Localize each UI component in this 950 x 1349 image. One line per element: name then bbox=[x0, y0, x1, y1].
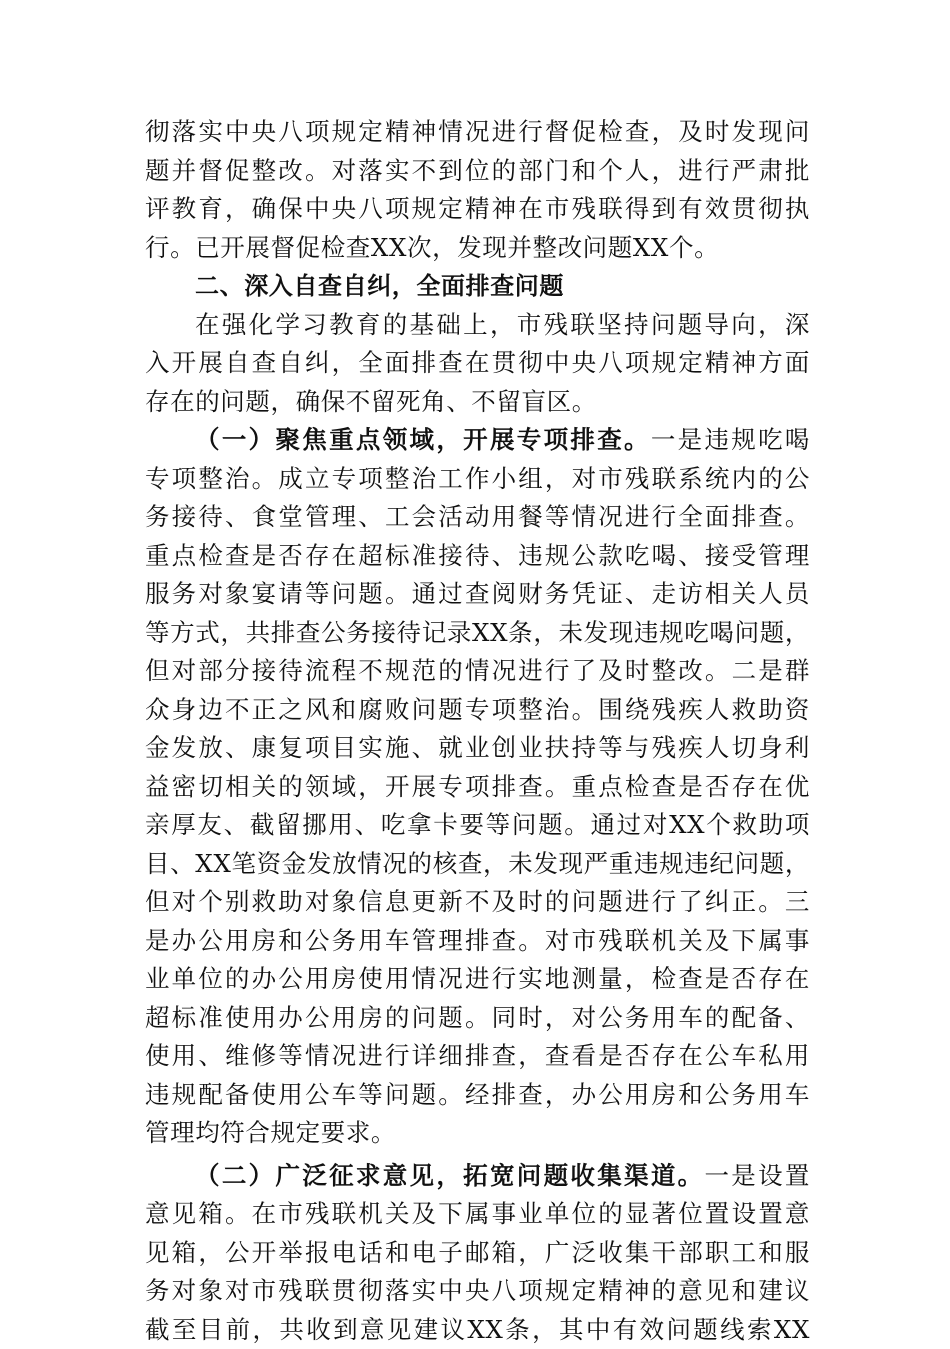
subsection-1-line-6: 等方式，共排查公务接待记录XX条，未发现违规吃喝问题， bbox=[145, 614, 810, 653]
intro-line-2: 题并督促整改。对落实不到位的部门和个人，进行严肃批 bbox=[145, 152, 810, 191]
subsection-1-line-14: 是办公用房和公务用车管理排查。对市残联机关及下属事 bbox=[145, 922, 810, 961]
section-2-heading: 二、深入自查自纠，全面排查问题 bbox=[145, 267, 810, 306]
intro-line-1: 彻落实中央八项规定精神情况进行督促检查，及时发现问 bbox=[145, 113, 810, 152]
intro-line-3: 评教育，确保中央八项规定精神在市残联得到有效贯彻执 bbox=[145, 190, 810, 229]
subsection-1-first-line-rest: 一是违规吃喝 bbox=[651, 425, 810, 454]
document-page bbox=[145, 113, 810, 1349]
subsection-1-line-12: 目、XX笔资金发放情况的核查，未发现严重违规违纪问题， bbox=[145, 845, 810, 884]
subsection-1-line-13: 但对个别救助对象信息更新不及时的问题进行了纠正。三 bbox=[145, 883, 810, 922]
subsection-1-line-11: 亲厚友、截留挪用、吃拿卡要等问题。通过对XX个救助项 bbox=[145, 806, 810, 845]
intro-line-4: 行。已开展督促检查XX次，发现并整改问题XX个。 bbox=[145, 229, 810, 268]
subsection-1-line-9: 金发放、康复项目实施、就业创业扶持等与残疾人切身利 bbox=[145, 729, 810, 768]
subsection-1-line-18: 违规配备使用公车等问题。经排查，办公用房和公务用车 bbox=[145, 1076, 810, 1115]
section-2-intro-line-1: 在强化学习教育的基础上，市残联坚持问题导向，深 bbox=[145, 306, 810, 345]
subsection-1-line-17: 使用、维修等情况进行详细排查，查看是否存在公车私用 bbox=[145, 1037, 810, 1076]
subsection-1-line-2: 专项整治。成立专项整治工作小组，对市残联系统内的公 bbox=[145, 460, 810, 499]
subsection-1-line-3: 务接待、食堂管理、工会活动用餐等情况进行全面排查。 bbox=[145, 498, 810, 537]
subsection-1-line-15: 业单位的办公用房使用情况进行实地测量，检查是否存在 bbox=[145, 960, 810, 999]
subsection-1-line-4: 重点检查是否存在超标准接待、违规公款吃喝、接受管理 bbox=[145, 537, 810, 576]
subsection-1-line-7: 但对部分接待流程不规范的情况进行了及时整改。二是群 bbox=[145, 652, 810, 691]
subsection-1-line-19: 管理均符合规定要求。 bbox=[145, 1114, 810, 1153]
subsection-2-line-3: 见箱，公开举报电话和电子邮箱，广泛收集干部职工和服 bbox=[145, 1234, 810, 1273]
subsection-1-line-5: 服务对象宴请等问题。通过查阅财务凭证、走访相关人员 bbox=[145, 575, 810, 614]
section-2-intro-line-3: 存在的问题，确保不留死角、不留盲区。 bbox=[145, 383, 810, 422]
subsection-2-lead: （二）广泛征求意见，拓宽问题收集渠道。 bbox=[195, 1161, 704, 1190]
subsection-1-first-line bbox=[145, 421, 810, 460]
subsection-2-line-4: 务对象对市残联贯彻落实中央八项规定精神的意见和建议 bbox=[145, 1272, 810, 1311]
subsection-1-line-16: 超标准使用办公用房的问题。同时，对公务用车的配备、 bbox=[145, 999, 810, 1038]
subsection-2-first-line bbox=[145, 1157, 810, 1196]
subsection-2-line-2: 意见箱。在市残联机关及下属事业单位的显著位置设置意 bbox=[145, 1195, 810, 1234]
subsection-1-lead: （一）聚焦重点领域，开展专项排查。 bbox=[195, 425, 651, 454]
subsection-2-line-5: 截至目前，共收到意见建议XX条，其中有效问题线索XX bbox=[145, 1311, 810, 1349]
section-2-intro-line-2: 入开展自查自纠，全面排查在贯彻中央八项规定精神方面 bbox=[145, 344, 810, 383]
subsection-1-line-8: 众身边不正之风和腐败问题专项整治。围绕残疾人救助资 bbox=[145, 691, 810, 730]
subsection-2-first-line-rest: 一是设置 bbox=[704, 1161, 810, 1190]
subsection-1-line-10: 益密切相关的领域，开展专项排查。重点检查是否存在优 bbox=[145, 768, 810, 807]
